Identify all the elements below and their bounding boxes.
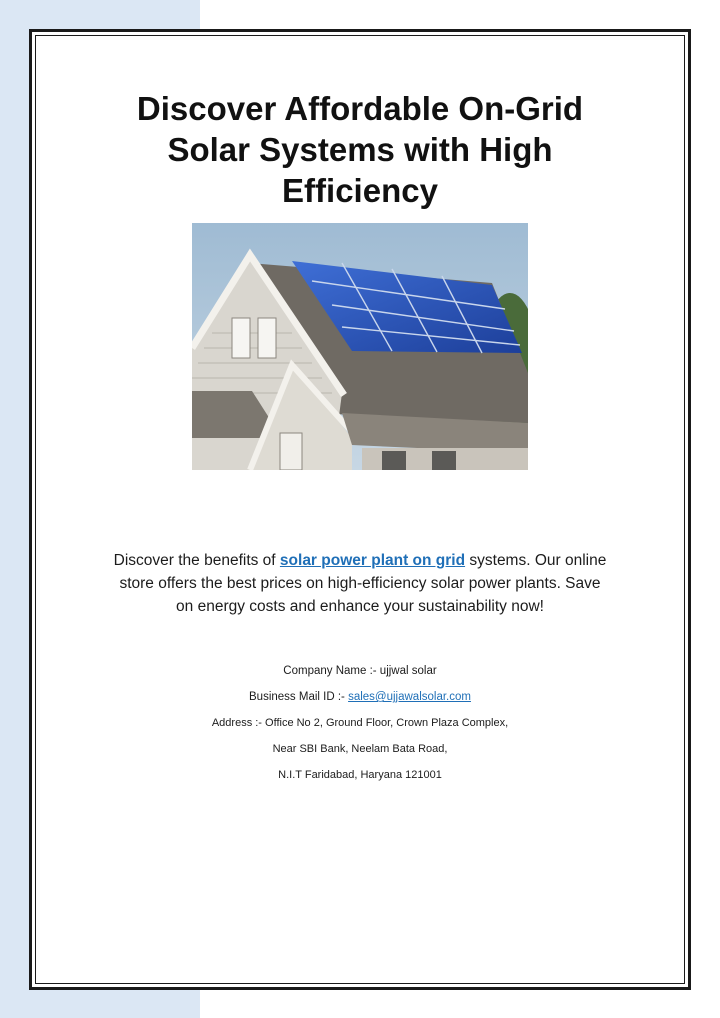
intro-text-after-link: systems. Our online (465, 552, 607, 569)
intro-line-3: on energy costs and enhance your sustainability now! (176, 598, 544, 615)
intro-line-1 (72, 549, 648, 572)
business-mail (72, 684, 648, 710)
address-line-1: Address :- Office No 2, Ground Floor, Crown Plaza Complex, (211, 717, 509, 729)
title-line-1: Discover Affordable On-Grid (136, 90, 584, 127)
intro-line-2: store offers the best prices on high-efficiency solar power plants. Save (119, 575, 601, 592)
title-line-2: Solar Systems with High (167, 131, 553, 168)
page-frame (29, 29, 691, 990)
house-solar-photo (192, 223, 528, 470)
contact-block (72, 658, 648, 788)
page-title (72, 88, 648, 211)
title-line-3: Efficiency (282, 172, 438, 209)
intro-paragraph (72, 549, 648, 618)
intro-text-before-link: Discover the benefits of (113, 552, 280, 569)
house-with-solar-panels-image (192, 223, 528, 470)
mail-link[interactable]: sales@ujjawalsolar.com (348, 691, 471, 703)
company-name: Company Name :- ujjwal solar (283, 665, 437, 677)
solar-power-plant-link[interactable]: solar power plant on grid (279, 552, 466, 569)
mail-label: Business Mail ID :- (249, 691, 349, 703)
address-line-3: N.I.T Faridabad, Haryana 121001 (278, 769, 442, 781)
address-line-2: Near SBI Bank, Neelam Bata Road, (272, 743, 448, 755)
